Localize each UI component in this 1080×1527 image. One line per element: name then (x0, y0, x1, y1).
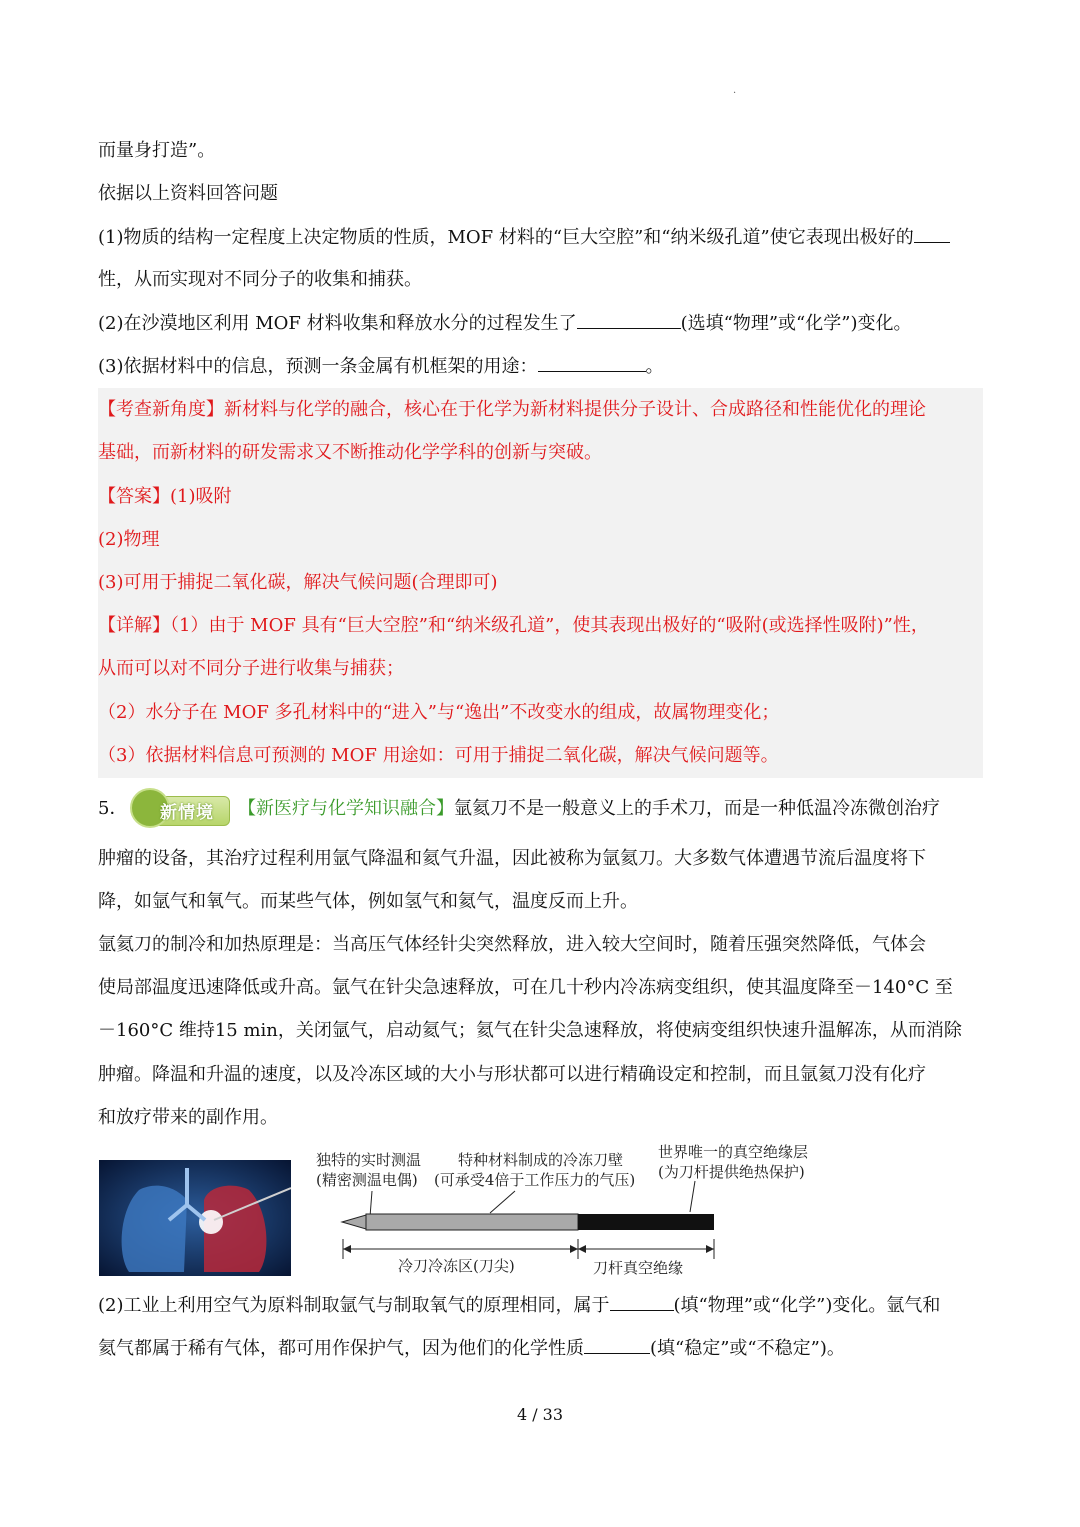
label-pressure: (可承受4倍于工作压力的气压) (434, 1171, 636, 1189)
question-text: (1)物质的结构一定程度上决定物质的性质，MOF 材料的“巨大空腔”和“纳米级孔道”使它表现出极好的 (98, 227, 914, 248)
text-line: 性，从而实现对不同分子的收集和捕获。 (98, 269, 422, 290)
text-line: 使局部温度迅速降低或升高。氩气在针尖急速释放，可在几十秒内冷冻病变组织，使其温度降至－140°C 至 (98, 977, 953, 998)
question-text: (填“物理”或“化学”)变化。氩气和 (673, 1295, 941, 1316)
question-text: (选填“物理”或“化学”)变化。 (680, 313, 912, 334)
topic-tag: 【新医疗与化学知识融合】 (238, 798, 454, 819)
question-text: (3)依据材料中的信息，预测一条金属有机框架的用途： (98, 356, 538, 377)
question-text: (填“稳定”或“不稳定”)。 (650, 1338, 845, 1359)
text-line: 和放疗带来的副作用。 (98, 1107, 278, 1128)
text-line: 降，如氩气和氧气。而某些气体，例如氢气和氦气，温度反而上升。 (98, 891, 638, 912)
question-5-number: 5． (98, 798, 128, 819)
text-line: 肿瘤的设备，其治疗过程利用氩气降温和氦气升温，因此被称为氩氦刀。大多数气体遭遇节流后温度将下 (98, 848, 926, 869)
knife-tip (342, 1215, 366, 1229)
question-text: (2)在沙漠地区利用 MOF 材料收集和释放水分的过程发生了 (98, 313, 577, 334)
zone-shaft-label: 刀杆真空绝缘 (593, 1259, 684, 1277)
label-insulation: (为刀杆提供绝热保护) (658, 1163, 805, 1181)
knife-freeze-zone (366, 1214, 578, 1230)
cryoknife-diagram (310, 1135, 870, 1285)
question-text: (2)工业上利用空气为原料制取氩气与制取氧气的原理相同，属于 (98, 1295, 610, 1316)
page-number: 4 / 33 (516, 1405, 564, 1424)
answer-line: (3)可用于捕捉二氧化碳，解决气候问题(合理即可) (98, 572, 498, 593)
question-5-2-cont (98, 1335, 845, 1362)
answer-line: (2)物理 (98, 529, 160, 550)
answer-line: 【答案】(1)吸附 (98, 486, 232, 507)
knife-shaft (578, 1214, 714, 1230)
answer-blank (610, 1292, 674, 1311)
answer-blank (577, 310, 681, 329)
question-5-intro (238, 796, 940, 822)
question-1 (98, 224, 950, 251)
label-thermometry: 独特的实时测温 (316, 1151, 422, 1169)
analysis-angle: 【考查新角度】新材料与化学的融合，核心在于化学为新材料提供分子设计、合成路径和性能优化的理论 (98, 399, 926, 420)
explanation-line: 从而可以对不同分子进行收集与捕获； (98, 658, 404, 679)
answer-blank (584, 1335, 650, 1354)
question-text: 氩氦刀不是一般意义上的手术刀，而是一种低温冷冻微创治疗 (454, 798, 940, 819)
lung-image (99, 1160, 291, 1276)
explanation-line: （2）水分子在 MOF 多孔材料中的“进入”与“逸出”不改变水的组成，故属物理变化； (98, 702, 780, 723)
text-line: 而量身打造”。 (98, 140, 216, 161)
label-blade-wall: 特种材料制成的冷冻刀壁 (458, 1151, 624, 1169)
question-3 (98, 353, 664, 380)
question-text: 。 (645, 356, 664, 377)
explanation-line: 【详解】（1）由于 MOF 具有“巨大空腔”和“纳米级孔道”，使其表现出极好的“吸附(或选择性吸附)”性， (98, 615, 929, 636)
text-line: －160°C 维持15 min，关闭氩气，启动氦气；氦气在针尖急速释放，将使病变组织快速升温解冻，从而消除 (98, 1020, 962, 1041)
question-2 (98, 310, 911, 337)
text-line: 肿瘤。降温和升温的速度，以及冷冻区域的大小与形状都可以进行精确设定和控制，而且氩氦刀没有化疗 (98, 1064, 926, 1085)
top-mark: · (733, 88, 737, 99)
label-vacuum-layer: 世界唯一的真空绝缘层 (658, 1143, 809, 1161)
label-thermocouple: (精密测温电偶) (316, 1171, 418, 1189)
explanation-line: （3）依据材料信息可预测的 MOF 用途如：可用于捕捉二氧化碳，解决气候问题等。 (98, 745, 779, 766)
text-line: 依据以上资料回答问题 (98, 183, 278, 204)
answer-blank (914, 224, 950, 243)
answer-blank (538, 353, 646, 372)
analysis-angle: 基础，而新材料的研发需求又不断推动化学学科的创新与突破。 (98, 442, 602, 463)
zone-freeze-label: 冷刀冷冻区(刀尖) (398, 1257, 515, 1275)
badge-label: 新情境 (160, 803, 214, 823)
question-text: 氦气都属于稀有气体，都可用作保护气，因为他们的化学性质 (98, 1338, 584, 1359)
text-line: 氩氦刀的制冷和加热原理是：当高压气体经针尖突然释放，进入较大空间时，随着压强突然降低，气体会 (98, 934, 926, 955)
question-5-2 (98, 1292, 940, 1319)
new-context-badge (130, 788, 230, 826)
